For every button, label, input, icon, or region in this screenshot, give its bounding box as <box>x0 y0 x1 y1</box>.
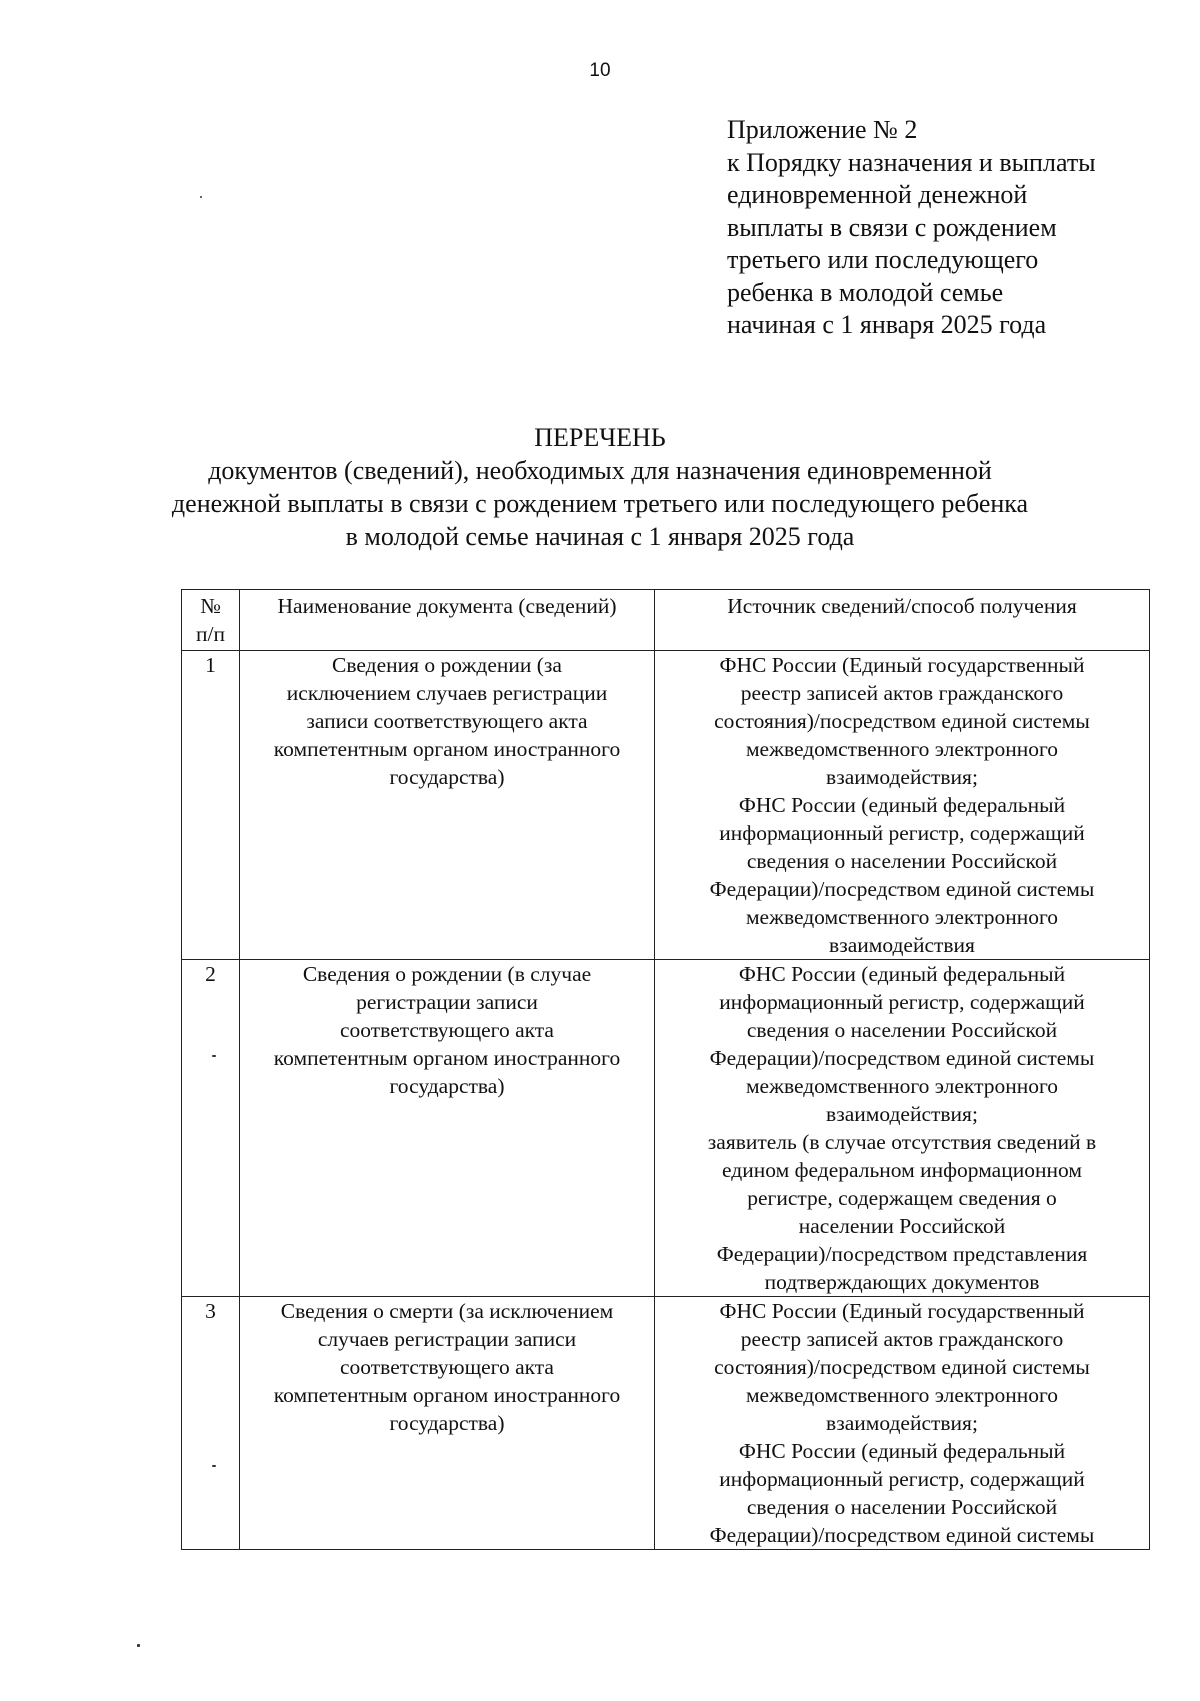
row-num: 2 <box>182 960 240 1297</box>
appendix-line: выплаты в связи с рождением <box>727 212 1057 242</box>
row-source-line: ФНС России (единый федеральный <box>738 962 1066 986</box>
row-source-line: Федерации)/посредством единой системы <box>709 877 1095 901</box>
row-name-line: Сведения о смерти (за исключением <box>280 1299 614 1323</box>
row-name-line: компетентным органом иностранного <box>273 737 621 761</box>
row-name <box>240 1297 655 1550</box>
row-source-line: взаимодействия <box>829 933 975 957</box>
row-source-line: межведомственного электронного <box>745 1074 1059 1098</box>
header-num-line: п/п <box>196 622 225 646</box>
row-name-line: компетентным органом иностранного <box>273 1383 621 1407</box>
title-subtitle-line: в молодой семье начиная с 1 января 2025 года <box>345 522 855 551</box>
document-title <box>100 421 1100 553</box>
title-subtitle-line: денежной выплаты в связи с рождением третьего или последующего ребенка <box>171 489 1029 518</box>
row-name-line: государства) <box>389 1074 505 1098</box>
row-source-line: сведения о населении Российской <box>746 849 1058 873</box>
row-source-line: информационный регистр, содержащий <box>719 821 1085 845</box>
row-source-line: едином федеральном информационном <box>722 1158 1082 1182</box>
row-source-line: Федерации)/посредством единой системы <box>709 1046 1095 1070</box>
scan-dash-mark <box>212 1465 216 1467</box>
row-name-line: компетентным органом иностранного <box>273 1046 621 1070</box>
row-source-line: взаимодействия; <box>826 765 978 789</box>
header-source-line: Источник сведений/способ получения <box>727 594 1077 618</box>
row-source-line: Федерации)/посредством единой системы <box>709 1523 1095 1547</box>
row-source-line: подтверждающих документов <box>764 1270 1040 1294</box>
row-source-line: реестр записей актов гражданского <box>740 681 1064 705</box>
row-source-line: межведомственного электронного <box>745 1383 1059 1407</box>
row-source-line: взаимодействия; <box>826 1102 978 1126</box>
table-row <box>182 651 1150 960</box>
row-source-line: заявитель (в случае отсутствия сведений в <box>707 1130 1097 1154</box>
row-name-line: случаев регистрации записи <box>317 1327 577 1351</box>
documents-table <box>181 589 1150 1550</box>
row-source-line: регистре, содержащем сведения о <box>747 1186 1057 1210</box>
scan-dot-mark <box>137 1644 140 1647</box>
header-source <box>655 590 1150 651</box>
title-heading: ПЕРЕЧЕНЬ <box>534 423 666 452</box>
row-source-line: ФНС России (единый федеральный <box>738 1439 1066 1463</box>
row-source-line: населении Российской <box>798 1214 1006 1238</box>
row-name-line: исключением случаев регистрации <box>286 681 608 705</box>
row-name-line: государства) <box>389 765 505 789</box>
row-source-line: ФНС России (Единый государственный <box>719 653 1085 677</box>
row-name-line: Сведения о рождении (за <box>332 653 562 677</box>
table-header-row <box>182 590 1150 651</box>
header-num <box>182 590 240 651</box>
page-number: 10 <box>589 60 611 81</box>
title-subtitle-line: документов (сведений), необходимых для назначения единовременной <box>208 456 992 485</box>
row-source-line: сведения о населении Российской <box>746 1018 1058 1042</box>
row-source-line: состояния)/посредством единой системы <box>714 709 1090 733</box>
row-name-line: регистрации записи <box>356 990 538 1014</box>
appendix-line: третьего или последующего <box>727 245 1039 274</box>
row-source-line: реестр записей актов гражданского <box>740 1327 1064 1351</box>
row-name-line: соответствующего акта <box>340 1018 554 1042</box>
header-name-line: Наименование документа (сведений) <box>277 594 617 618</box>
row-name-line: Сведения о рождении (в случае <box>302 962 592 986</box>
appendix-line: единовременной денежной <box>727 180 1028 209</box>
appendix-block <box>727 114 1167 342</box>
appendix-line: начиная с 1 января 2025 года <box>727 310 1047 339</box>
row-source-line: межведомственного электронного <box>745 737 1059 761</box>
appendix-line: Приложение № 2 <box>727 115 918 144</box>
row-source-line: ФНС России (единый федеральный <box>738 793 1066 817</box>
row-source-line: взаимодействия; <box>826 1411 978 1435</box>
row-source-line: межведомственного электронного <box>745 905 1059 929</box>
table-row <box>182 960 1150 1297</box>
row-source-line: сведения о населении Российской <box>746 1495 1058 1519</box>
row-name-line: государства) <box>389 1411 505 1435</box>
header-name <box>240 590 655 651</box>
scan-dash-mark <box>212 1055 216 1057</box>
row-source-line: Федерации)/посредством представления <box>716 1242 1088 1266</box>
row-source-line: информационный регистр, содержащий <box>719 990 1085 1014</box>
row-name <box>240 960 655 1297</box>
table-row <box>182 1297 1150 1550</box>
row-name-line: соответствующего акта <box>340 1355 554 1379</box>
row-num: 1 <box>182 651 240 960</box>
row-name <box>240 651 655 960</box>
row-num: 3 <box>182 1297 240 1550</box>
row-name-line: записи соответствующего акта <box>306 709 588 733</box>
row-source <box>655 1297 1150 1550</box>
appendix-line: ребенка в молодой семье <box>727 277 1004 307</box>
row-source <box>655 651 1150 960</box>
header-num-line: № <box>200 594 221 618</box>
scan-dot-mark <box>200 196 202 198</box>
row-source <box>655 960 1150 1297</box>
row-source-line: информационный регистр, содержащий <box>719 1467 1085 1491</box>
row-source-line: ФНС России (Единый государственный <box>719 1299 1085 1323</box>
row-source-line: состояния)/посредством единой системы <box>714 1355 1090 1379</box>
appendix-line: к Порядку назначения и выплаты <box>727 147 1096 177</box>
